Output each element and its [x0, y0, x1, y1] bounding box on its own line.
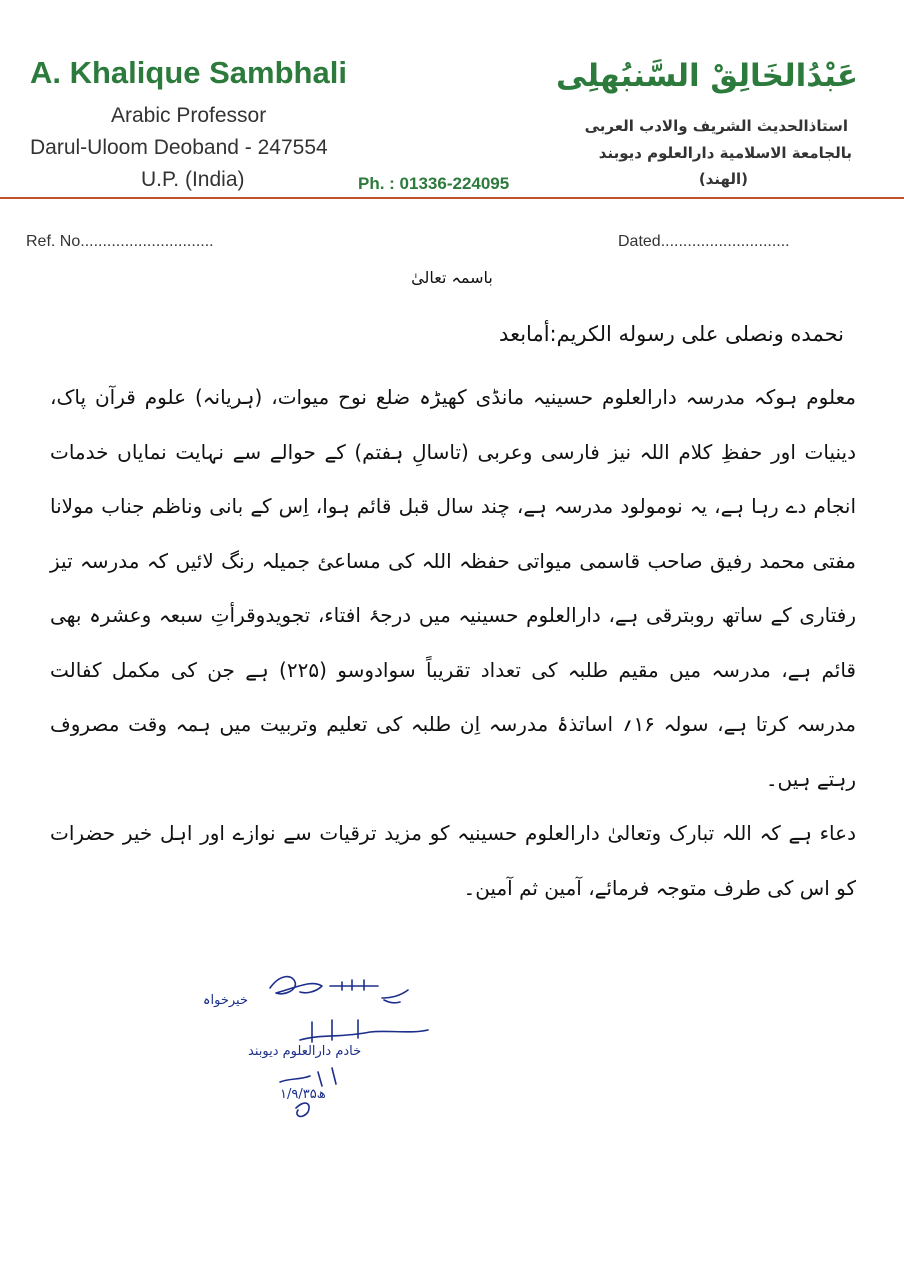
opening-praise: نحمده ونصلی علی رسوله الکریم:أمابعد: [499, 322, 844, 346]
letterhead-title-en: Arabic Professor: [111, 104, 267, 127]
dated-field: Dated.............................: [618, 233, 790, 250]
handwritten-signature: [202, 960, 440, 1135]
signature-line-3: ۱/۹/۳۵ھ: [280, 1087, 326, 1102]
letter-body: [50, 370, 856, 915]
letter-paragraph-1: معلوم ہوکہ مدرسہ دارالعلوم حسینیہ مانڈی کھیڑہ ضلع نوح میوات، (ہریانہ) علوم قرآن پاک، دینیات اور حفظِ کلام اللہ نیز فارسی وعربی (تاسالِ ہفتم) کے حوالے سے نہایت نمایاں خدمات انجام دے رہا ہے، یہ نومولود مدرسہ ہے، چند سال قبل قائم ہوا، اِس کے بانی وناظم جناب مولانا مفتی محمد رفیق صاحب قاسمی میواتی حفظہ اللہ کی مساعئ جمیلہ رنگ لائیں کہ مدرسہ تیز رفتاری کے ساتھ روبترقی ہے، دارالعلوم حسینیہ میں درجۂ افتاء، تجویدوقرأتِ سبعہ وعشرہ بھی قائم ہے، مدرسہ میں مقیم طلبہ کی تعداد تقریباً سوادوسو (۲۲۵) ہے جن کی مکمل کفالت مدرسہ کرتا ہے، سولہ ۱۶؍ اساتذۂ مدرسہ اِن طلبہ کی تعلیم وتربیت میں ہمہ وقت مصروف رہتے ہیں۔: [50, 385, 856, 791]
signature-line-2: خادم دارالعلوم دیوبند: [248, 1044, 362, 1059]
letterhead-institution-en: Darul-Uloom Deoband - 247554: [30, 136, 328, 159]
letterhead-divider: [0, 197, 904, 199]
letter-paragraph-2: دعاء ہے کہ اللہ تبارک وتعالیٰ دارالعلوم حسینیہ کو مزید ترقیات سے نوازے اور اہل خیر حضرات کو اس کی طرف متوجہ فرمائے، آمین ثم آمین۔: [50, 821, 856, 900]
bismillah-heading: باسمہ تعالیٰ: [411, 268, 493, 287]
letterhead-country-ar: (الهند): [698, 170, 748, 188]
letterhead-title-ar: استاذالحديث الشريف والادب العربى: [584, 117, 848, 135]
letterhead-region-en: U.P. (India): [141, 168, 245, 191]
ref-number-field: Ref. No..............................: [26, 233, 214, 250]
letterhead-phone: Ph. : 01336-224095: [358, 174, 510, 193]
letterhead-name-ar: عَبْدُالخَالِقْ السَّنبُهلِى: [556, 58, 858, 94]
signature-line-1: خیرخواہ: [202, 993, 248, 1008]
letterhead-institution-ar: بالجامعة الاسلامية دارالعلوم ديوبند: [598, 144, 852, 162]
letterhead-name-en: A. Khalique Sambhali: [30, 55, 347, 90]
